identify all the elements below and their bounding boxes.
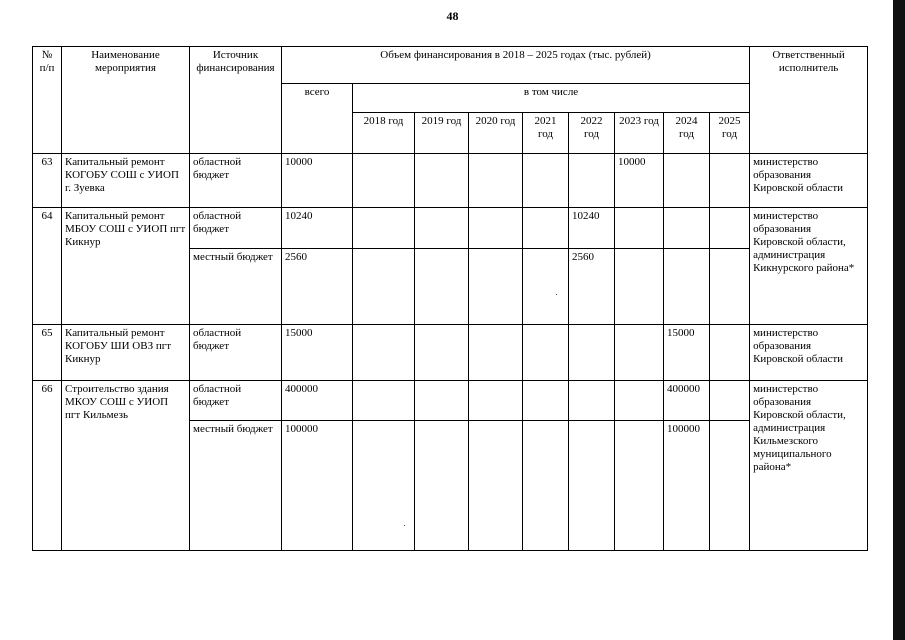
page-number: 48 [446,9,459,23]
row-number: 64 [33,208,62,325]
year-amount [523,208,569,249]
activity-name: Капитальный ремонт КОГОБУ СОШ с УИОП г. Зуевка [62,154,190,208]
total-amount: 10240 [282,208,353,249]
responsible-executor: министерство образования Кировской области, администрация Кильмезского муниципального района* [750,381,868,551]
year-amount [353,154,415,208]
year-amount: 15000 [664,325,710,381]
activity-name: Строительство здания МКОУ СОШ с УИОП пгт Кильмезь [62,381,190,551]
year-amount: 2560 [569,249,615,325]
year-amount [469,154,523,208]
header-year: 2021 год [523,113,569,154]
row-number: 65 [33,325,62,381]
funding-source: областной бюджет [190,208,282,249]
total-amount: 2560 [282,249,353,325]
responsible-executor: министерство образования Кировской области, администрация Кикнурского района* [750,208,868,325]
scan-edge-border [893,0,905,640]
year-amount [469,325,523,381]
header-year: 2020 год [469,113,523,154]
header-year: 2022 год [569,113,615,154]
year-amount [353,325,415,381]
header-responsible: Ответственный исполнитель [750,47,868,154]
year-amount [664,249,710,325]
year-amount [469,208,523,249]
year-amount [569,421,615,551]
year-amount [615,325,664,381]
year-amount [415,325,469,381]
total-amount: 10000 [282,154,353,208]
header-total: всего [282,84,353,154]
year-amount [415,154,469,208]
year-amount [353,421,415,551]
header-name: Наименование мероприятия [62,47,190,154]
year-amount: 400000 [664,381,710,421]
year-amount [615,421,664,551]
header-financing: Объем финансирования в 2018 – 2025 годах (тыс. рублей) [282,47,750,84]
year-amount [469,249,523,325]
year-amount [353,208,415,249]
funding-source: областной бюджет [190,381,282,421]
year-amount [523,154,569,208]
year-amount [710,325,750,381]
year-amount [523,421,569,551]
year-amount [569,381,615,421]
year-amount [415,421,469,551]
year-amount [415,381,469,421]
year-amount [523,249,569,325]
activity-name: Капитальный ремонт КОГОБУ ШИ ОВЗ пгт Кикнур [62,325,190,381]
table-row [33,154,868,208]
responsible-executor: министерство образования Кировской области [750,154,868,208]
year-amount [353,249,415,325]
year-amount [415,208,469,249]
year-amount [664,154,710,208]
funding-source: областной бюджет [190,325,282,381]
responsible-executor: министерство образования Кировской области [750,325,868,381]
row-number: 63 [33,154,62,208]
scan-speck [556,294,557,295]
year-amount [569,154,615,208]
year-amount [353,381,415,421]
year-amount: 10000 [615,154,664,208]
year-amount [523,325,569,381]
header-year: 2023 год [615,113,664,154]
year-amount [664,208,710,249]
header-year: 2019 год [415,113,469,154]
table-row [33,325,868,381]
year-amount [710,421,750,551]
table-row [33,208,868,249]
header-year: 2025 год [710,113,750,154]
total-amount: 400000 [282,381,353,421]
year-amount [710,381,750,421]
year-amount [710,208,750,249]
year-amount [615,249,664,325]
header-source: Источник финансирования [190,47,282,154]
header-year: 2018 год [353,113,415,154]
header-no: № п/п [33,47,62,154]
year-amount: 10240 [569,208,615,249]
year-amount [710,154,750,208]
row-number: 66 [33,381,62,551]
activity-name: Капитальный ремонт МБОУ СОШ с УИОП пгт Кикнур [62,208,190,325]
year-amount [710,249,750,325]
total-amount: 15000 [282,325,353,381]
scan-speck [404,525,405,526]
table-row [33,381,868,421]
year-amount [569,325,615,381]
funding-source: местный бюджет [190,249,282,325]
header-including: в том числе [353,84,750,113]
year-amount [415,249,469,325]
year-amount [469,381,523,421]
funding-source: областной бюджет [190,154,282,208]
year-amount: 100000 [664,421,710,551]
year-amount [615,208,664,249]
year-amount [523,381,569,421]
header-year: 2024 год [664,113,710,154]
year-amount [615,381,664,421]
funding-source: местный бюджет [190,421,282,551]
year-amount [469,421,523,551]
total-amount: 100000 [282,421,353,551]
financing-table [32,46,868,551]
